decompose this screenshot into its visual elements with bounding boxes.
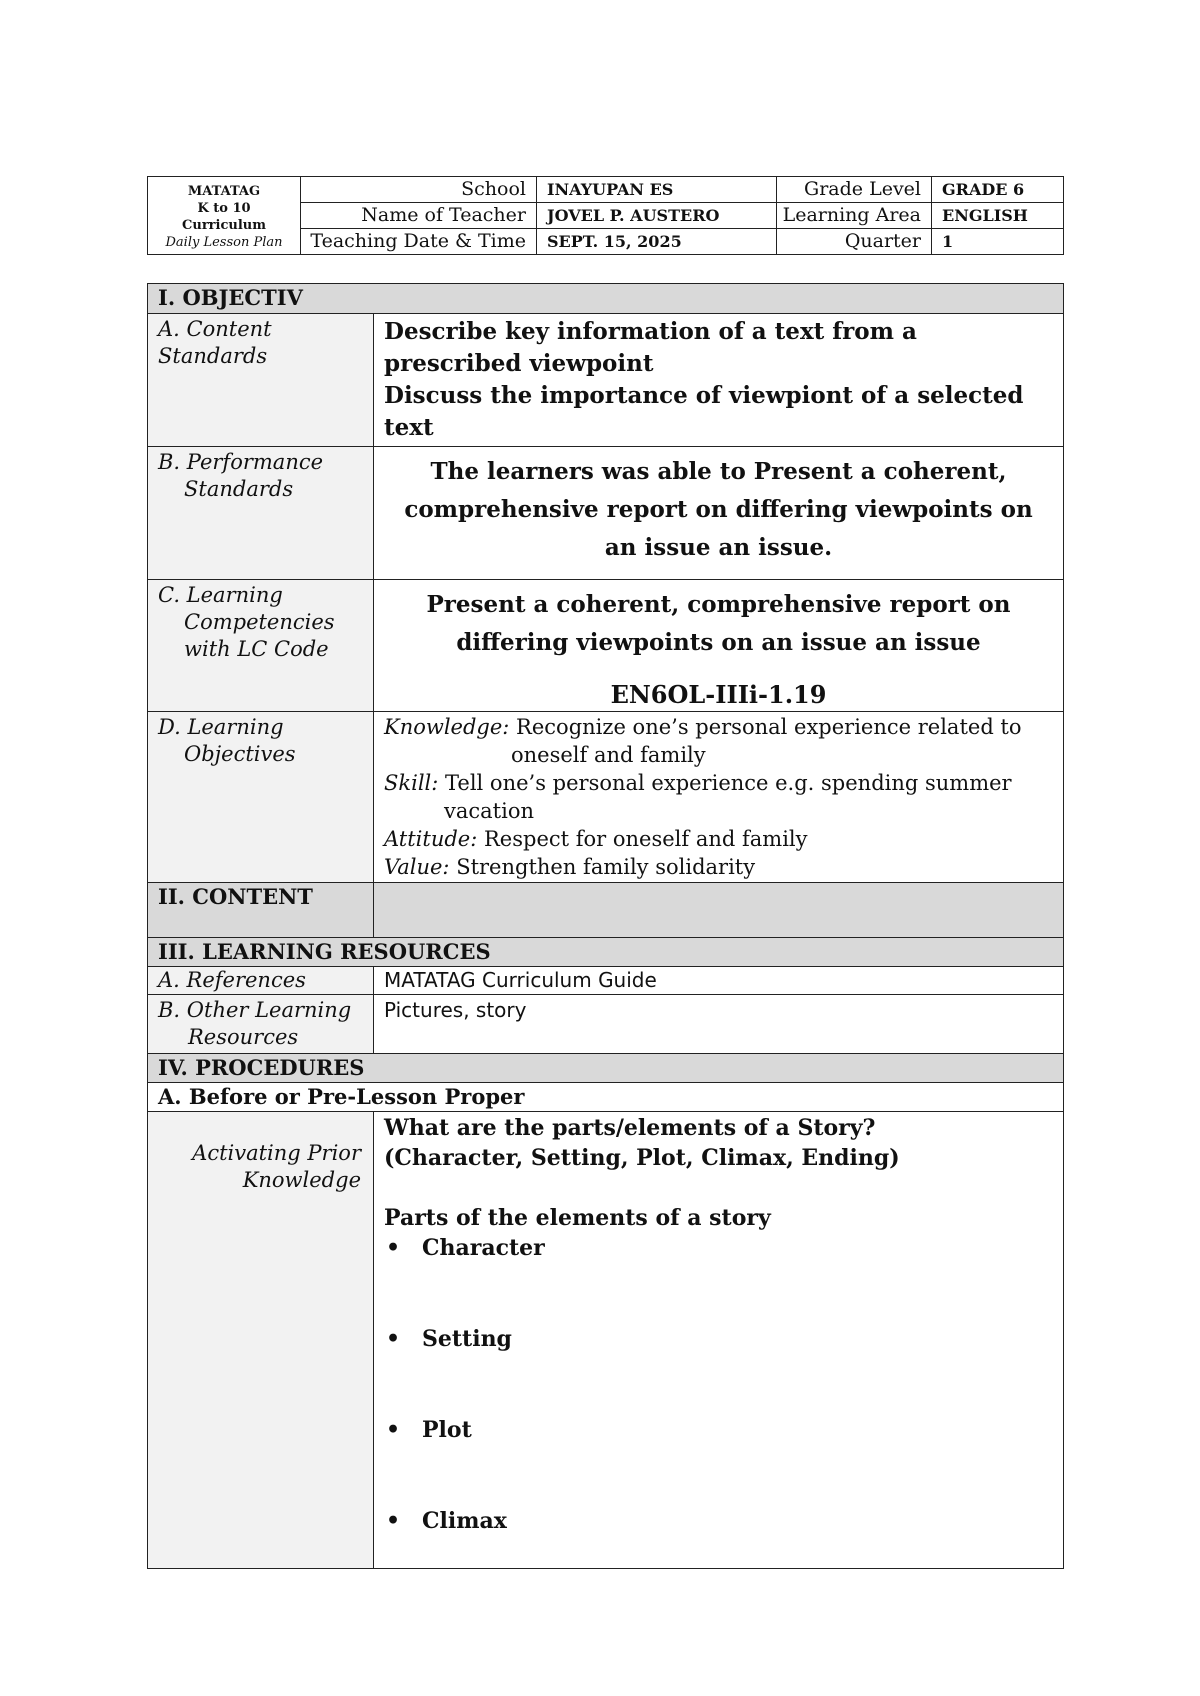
story-parts-list <box>384 1233 1053 1546</box>
quarter-label: Quarter <box>777 229 932 255</box>
teacher-value: JOVEL P. AUSTERO <box>537 203 777 229</box>
activating-prior-knowledge-value <box>374 1112 1064 1569</box>
story-answer: (Character, Setting, Plot, Climax, Ending) <box>384 1145 900 1171</box>
teaching-date-value: SEPT. 15, 2025 <box>537 229 777 255</box>
list-item: • Climax <box>386 1508 507 1534</box>
objective-skill-cont: vacation <box>444 799 534 823</box>
performance-standards-value <box>374 447 1064 580</box>
grade-level-value: GRADE 6 <box>932 177 1064 203</box>
content-value <box>374 883 1064 938</box>
content-standard-line-2: Discuss the importance of viewpiont of a selected text <box>384 382 1024 441</box>
lesson-plan-table <box>147 283 1064 1569</box>
competencies-label: C. Learning Competencies with LC Code <box>148 580 374 712</box>
logo-line-4: Daily Lesson Plan <box>165 234 283 250</box>
logo-line-1: MATATAG <box>187 183 261 199</box>
learning-area-label: Learning Area <box>777 203 932 229</box>
learning-objectives-value <box>374 712 1064 883</box>
pre-lesson-heading: A. Before or Pre-Lesson Proper <box>148 1083 1064 1112</box>
parts-heading: Parts of the elements of a story <box>384 1205 771 1231</box>
bullet-icon: • <box>386 1326 401 1352</box>
references-value: MATATAG Curriculum Guide <box>374 967 1064 995</box>
list-item: • Character <box>386 1235 545 1261</box>
other-resources-label: B. Other Learning Resources <box>148 995 374 1054</box>
header-table <box>147 176 1064 255</box>
teacher-label: Name of Teacher <box>301 203 537 229</box>
school-label: School <box>301 177 537 203</box>
teaching-date-label: Teaching Date & Time <box>301 229 537 255</box>
list-item: • Setting <box>386 1326 512 1352</box>
competency-text: Present a coherent, comprehensive report on differing viewpoints on an issue an issue <box>426 591 1011 656</box>
grade-level-label: Grade Level <box>777 177 932 203</box>
bullet-icon: • <box>386 1417 401 1443</box>
procedures-heading: IV. PROCEDURES <box>148 1054 1064 1083</box>
objective-skill: Skill: Tell one’s personal experience e.g. spending summer <box>384 771 1012 795</box>
logo-line-2: K to 10 <box>197 200 251 216</box>
objective-value: Value: Strengthen family solidarity <box>384 855 756 879</box>
learning-objectives-label: D. Learning Objectives <box>148 712 374 883</box>
bullet-icon: • <box>386 1235 401 1261</box>
learning-area-value: ENGLISH <box>932 203 1064 229</box>
objective-attitude: Attitude: Respect for oneself and family <box>384 827 808 851</box>
school-value: INAYUPAN ES <box>537 177 777 203</box>
other-resources-value: Pictures, story <box>374 995 1064 1054</box>
logo-line-3: Curriculum <box>182 217 266 233</box>
resources-heading: III. LEARNING RESOURCES <box>148 938 1064 967</box>
competencies-value <box>374 580 1064 712</box>
activating-prior-knowledge-label: Activating Prior Knowledge <box>148 1112 374 1569</box>
references-label: A. References <box>148 967 374 995</box>
objectives-heading: I. OBJECTIV <box>148 284 1064 314</box>
performance-standards-label: B. Performance Standards <box>148 447 374 580</box>
content-standard-line-1: Describe key information of a text from a prescribed viewpoint <box>384 318 917 377</box>
content-standards-label: A. Content Standards <box>148 314 374 447</box>
lc-code: EN6OL-IIIi-1.19 <box>610 680 827 709</box>
performance-standard-text: The learners was able to Present a coherent, comprehensive report on differing viewpoints on an issue an issue. <box>404 458 1033 561</box>
matatag-logo-block <box>148 177 301 255</box>
list-item: • Plot <box>386 1417 472 1443</box>
bullet-icon: • <box>386 1508 401 1534</box>
objective-knowledge: Knowledge: Recognize one’s personal experience related to <box>384 715 1022 739</box>
objective-knowledge-cont: oneself and family <box>511 743 706 767</box>
content-standards-value <box>374 314 1064 447</box>
story-question: What are the parts/elements of a Story? <box>384 1115 876 1141</box>
quarter-value: 1 <box>932 229 1064 255</box>
content-heading: II. CONTENT <box>148 883 374 938</box>
